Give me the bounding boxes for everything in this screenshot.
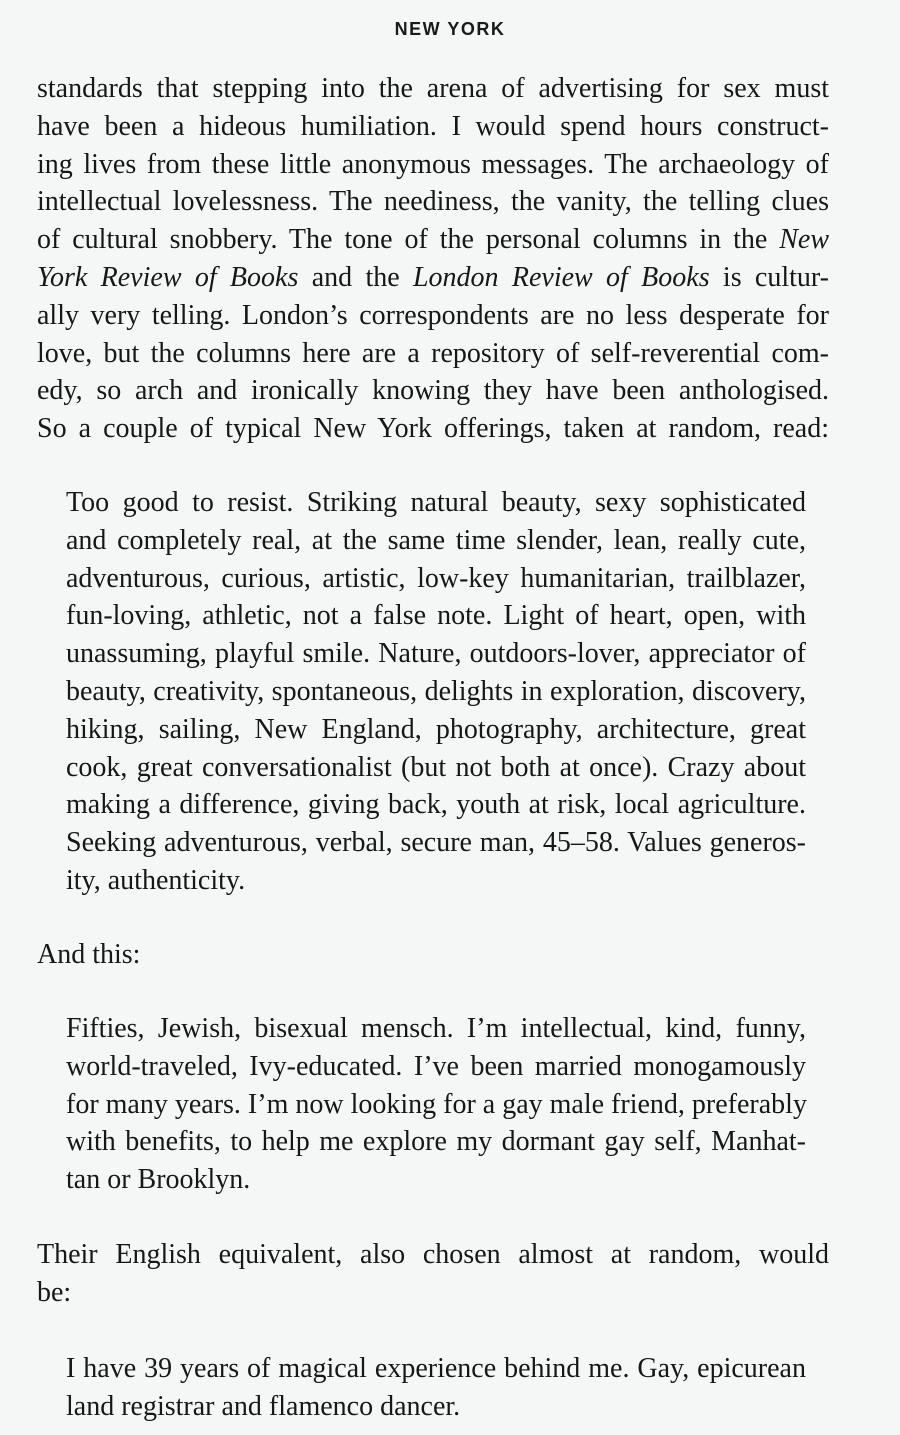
text-line: cook, great conversationalist (but not both at once). Crazy about — [66, 751, 806, 783]
text-line: I have 39 years of magical experience behind me. Gay, epicurean — [66, 1353, 806, 1384]
text-line: ing lives from these little anonymous messages. The archaeology of — [37, 148, 829, 180]
text-line — [37, 259, 829, 297]
text-line: Fifties, Jewish, bisexual mensch. I’m intellectual, kind, funny, — [66, 1013, 806, 1044]
text-line: tan or Brooklyn. — [66, 1164, 251, 1196]
text-line: adventurous, curious, artistic, low-key humanitarian, trailblazer, — [66, 562, 806, 594]
text-line: Too good to resist. Striking natural beauty, sexy sophisticated — [66, 487, 806, 518]
text-line: fun-loving, athletic, not a false note. Light of heart, open, with — [66, 600, 806, 632]
text-line: standards that stepping into the arena of advertising for sex must — [37, 73, 829, 104]
text-line: have been a hideous humiliation. I would spend hours construct- — [37, 110, 829, 142]
text-line: making a difference, giving back, youth at risk, local agriculture. — [66, 789, 806, 821]
text-line: with benefits, to help me explore my dormant gay self, Manhat- — [66, 1126, 806, 1158]
text-line: beauty, creativity, spontaneous, delights in exploration, discovery, — [66, 675, 806, 707]
paragraph-opening — [37, 70, 829, 448]
text-line: intellectual lovelessness. The neediness, the vanity, the telling clues — [37, 186, 829, 218]
text-line — [37, 221, 829, 259]
text-line: land registrar and flamenco dancer. — [66, 1390, 461, 1422]
text-line: ally very telling. London’s correspondents are no less desperate for — [37, 299, 829, 331]
running-head: NEW YORK — [394, 19, 506, 39]
text-line: and completely real, at the same time slender, lean, really cute, — [66, 524, 806, 556]
text-segment: of cultural snobbery. The tone of the personal columns in the — [37, 224, 768, 256]
personal-ad-2 — [66, 1010, 806, 1199]
publication-title: New — [779, 224, 829, 256]
text-line: Their English equivalent, also chosen almost at random, would — [37, 1239, 829, 1270]
text-line: Seeking adventurous, verbal, secure man, 45–58. Values generos- — [66, 827, 806, 859]
and-this-line — [37, 936, 829, 974]
publication-title: York Review of Books — [37, 261, 299, 293]
text-line: edy, so arch and ironically knowing they have been anthologised. — [37, 375, 829, 407]
paragraph-english-equivalent — [37, 1236, 829, 1312]
text-line: So a couple of typical New York offerings, taken at random, read: — [37, 413, 829, 445]
text-line: hiking, sailing, New England, photography, architecture, great — [66, 713, 806, 745]
text-line: love, but the columns here are a repository of self-reverential com- — [37, 337, 829, 369]
publication-title: London Review of Books — [412, 261, 710, 293]
text-line: And this: — [37, 939, 141, 970]
text-line: be: — [37, 1276, 72, 1308]
text-line: unassuming, playful smile. Nature, outdoors-lover, appreciator of — [66, 638, 806, 670]
text-line: for many years. I’m now looking for a gay male friend, preferably — [66, 1088, 807, 1120]
text-line: ity, authenticity. — [66, 864, 246, 896]
text-segment: is cultur- — [722, 261, 829, 293]
personal-ad-3 — [66, 1350, 806, 1426]
personal-ad-1 — [66, 484, 806, 900]
text-segment: and the — [311, 261, 400, 293]
text-line: world-traveled, Ivy-educated. I’ve been married monogamously — [66, 1050, 806, 1082]
